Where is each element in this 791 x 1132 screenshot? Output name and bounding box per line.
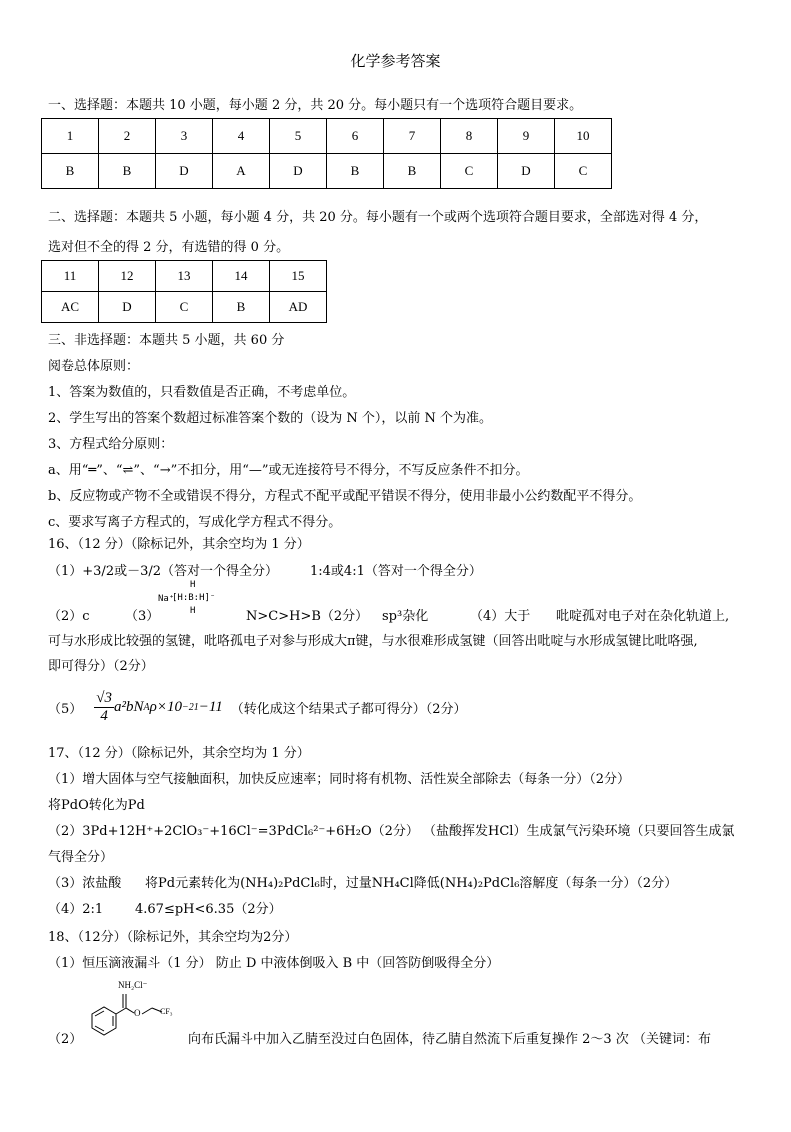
- q16-answer-1b: 1:4或4:1（答对一个得全分）: [310, 564, 482, 579]
- principle-c: c、要求写离子方程式的，写成化学方程式不得分。: [48, 515, 342, 530]
- question-number: 6: [327, 119, 384, 154]
- answer-cell: D: [156, 154, 213, 189]
- section2-heading-line1: 二、选择题：本题共 5 小题，每小题 4 分，共 20 分。每小题有一个或两个选项符合题目要求，全部选对得 4 分，: [48, 210, 708, 225]
- answer-cell: D: [270, 154, 327, 189]
- answer-cell: D: [498, 154, 555, 189]
- formula-part3: −11: [198, 698, 223, 715]
- table-row: [42, 119, 612, 154]
- table-row: [42, 154, 612, 189]
- q17-answer-2: （2）3Pd+12H⁺+2ClO₃⁻+16Cl⁻=3PdCl₆²⁻+6H₂O（2分）: [48, 824, 419, 839]
- question-number: 9: [498, 119, 555, 154]
- q17-answer-2-cont: 气得全分）: [48, 850, 114, 865]
- formula-sub: A: [143, 701, 150, 713]
- answer-cell: D: [99, 292, 156, 323]
- section1-answer-table: [41, 118, 612, 189]
- q17-answer-1-cont: 将PdO转化为Pd: [48, 798, 145, 813]
- answer-cell: B: [213, 292, 270, 323]
- q16-order: N>C>H>B（2分）: [246, 609, 369, 624]
- formula-part1: a²bN: [114, 698, 144, 715]
- fraction-denominator: 4: [100, 707, 108, 724]
- q17-answer-1: （1）增大固体与空气接触面积，加快反应速率；同时将有机物、活性炭全部除去（每条一分）（2分）: [48, 772, 631, 787]
- answer-cell: C: [156, 292, 213, 323]
- c-o-bond: [126, 1008, 134, 1013]
- lewis-h-bottom: H: [190, 606, 196, 616]
- question-number: 1: [42, 119, 99, 154]
- q16-answer-4-tail: 吡啶孤对电子对在杂化轨道上,: [556, 609, 730, 624]
- q16-answer-3-label: （3）: [125, 609, 160, 624]
- answer-cell: C: [441, 154, 498, 189]
- struct-label-nh2cl: NH₂Cl⁻: [118, 980, 148, 990]
- principle-2: 2、学生写出的答案个数超过标准答案个数的（设为 N 个），以前 N 个为准。: [48, 411, 493, 426]
- question-number: 3: [156, 119, 213, 154]
- principles-title: 阅卷总体原则：: [48, 359, 140, 374]
- question-number: 11: [42, 261, 99, 292]
- question-number: 8: [441, 119, 498, 154]
- q16-5-prefix: （5）: [48, 701, 83, 717]
- q17-answer-4a: （4）2:1: [48, 902, 104, 917]
- section1-heading: 一、选择题：本题共 10 小题，每小题 2 分，共 20 分。每小题只有一个选项符合题目要求。: [48, 98, 583, 113]
- q17-answer-2b: （盐酸挥发HCl）生成氯气污染环境（只要回答生成氯: [423, 824, 735, 839]
- question-number: 7: [384, 119, 441, 154]
- q16-hybridization: sp³杂化: [382, 609, 429, 624]
- fraction-numerator: √3: [96, 690, 113, 706]
- q17-answer-3a: （3）浓盐酸: [48, 876, 122, 891]
- table-row: [42, 292, 327, 323]
- question-number: 13: [156, 261, 213, 292]
- q18-heading: 18、（12分）（除标记外，其余空均为2分）: [48, 930, 298, 945]
- q18-answer-2-text: 向布氏漏斗中加入乙腈至没过白色固体，待乙腈自然流下后重复操作 2～3 次 （关键词：布: [188, 1032, 711, 1047]
- answer-cell: B: [327, 154, 384, 189]
- section3-heading: 三、非选择题：本题共 5 小题，共 60 分: [48, 333, 285, 348]
- o-ch2-bond: [142, 1008, 152, 1014]
- principle-a: a、用“═”、“⇌”、“→”不扣分，用“—”或无连接符号不得分，不写反应条件不扣分。: [48, 463, 529, 478]
- answer-cell: B: [99, 154, 156, 189]
- q18-answer-1: （1）恒压滴液漏斗（1 分） 防止 D 中液体倒吸入 B 中（回答防倒吸得全分）: [48, 956, 500, 971]
- table-row: [42, 261, 327, 292]
- ring-to-carbon-bond: [116, 1008, 126, 1014]
- answer-cell: AC: [42, 292, 99, 323]
- q16-explanation-line1: 可与水形成比较强的氢键，吡咯孤电子对参与形成大π键，与水很难形成氢键（回答出吡啶与水形成氢键比吡咯强,: [48, 634, 698, 649]
- section2-answer-table: [41, 260, 327, 323]
- question-number: 15: [270, 261, 327, 292]
- q17-answer-3b: 将Pd元素转化为(NH₄)₂PdCl₆时，过量NH₄Cl降低(NH₄)₂PdCl₆溶解度（每条一分）（2分）: [145, 876, 678, 891]
- principle-3: 3、方程式给分原则：: [48, 437, 174, 452]
- q16-answer-2: （2）c: [48, 609, 90, 624]
- chemical-structure: [80, 978, 180, 1044]
- sodium-ion-label: Na⁺: [158, 594, 175, 604]
- answer-cell: AD: [270, 292, 327, 323]
- q16-answer-1a: （1）+3/2或－3/2（答对一个得全分）: [48, 564, 279, 579]
- formula-fraction: [94, 690, 114, 724]
- q17-heading: 17、（12 分）（除标记外，其余空均为 1 分）: [48, 746, 310, 761]
- answer-cell: B: [42, 154, 99, 189]
- question-number: 4: [213, 119, 270, 154]
- q16-answer-4: （4）大于: [470, 609, 531, 624]
- q18-answer-2-prefix: （2）: [48, 1032, 83, 1047]
- principle-1: 1、答案为数值的，只看数值是否正确，不考虑单位。: [48, 385, 356, 400]
- answer-cell: B: [384, 154, 441, 189]
- lewis-center: [H:B:H]⁻: [172, 593, 216, 603]
- question-number: 2: [99, 119, 156, 154]
- q16-5-note: （转化成这个结果式子都可得分）（2分）: [230, 701, 467, 717]
- q16-explanation-line2: 即可得分）（2分）: [48, 659, 154, 674]
- q16-heading: 16、（12 分）（除标记外，其余空均为 1 分）: [48, 537, 310, 552]
- question-number: 14: [213, 261, 270, 292]
- struct-label-cf3: CF₃: [160, 1007, 173, 1016]
- lewis-h-top: H: [190, 580, 196, 590]
- question-number: 10: [555, 119, 612, 154]
- question-number: 5: [270, 119, 327, 154]
- question-number: 12: [99, 261, 156, 292]
- principle-b: b、反应物或产物不全或错误不得分，方程式不配平或配平错误不得分，使用非最小公约数配平不得分。: [48, 489, 642, 504]
- section2-heading-line2: 选对但不全的得 2 分，有选错的得 0 分。: [48, 240, 290, 255]
- struct-label-o: O: [134, 1008, 141, 1018]
- q16-answer-5: [48, 684, 467, 730]
- formula-part2: ρ×10: [149, 698, 182, 715]
- page-title: 化学参考答案: [350, 52, 441, 70]
- density-formula: [94, 690, 222, 724]
- q17-answer-4b: 4.67≤pH<6.35（2分）: [135, 902, 282, 917]
- answer-cell: C: [555, 154, 612, 189]
- formula-sup: −21: [181, 701, 199, 713]
- answer-cell: A: [213, 154, 270, 189]
